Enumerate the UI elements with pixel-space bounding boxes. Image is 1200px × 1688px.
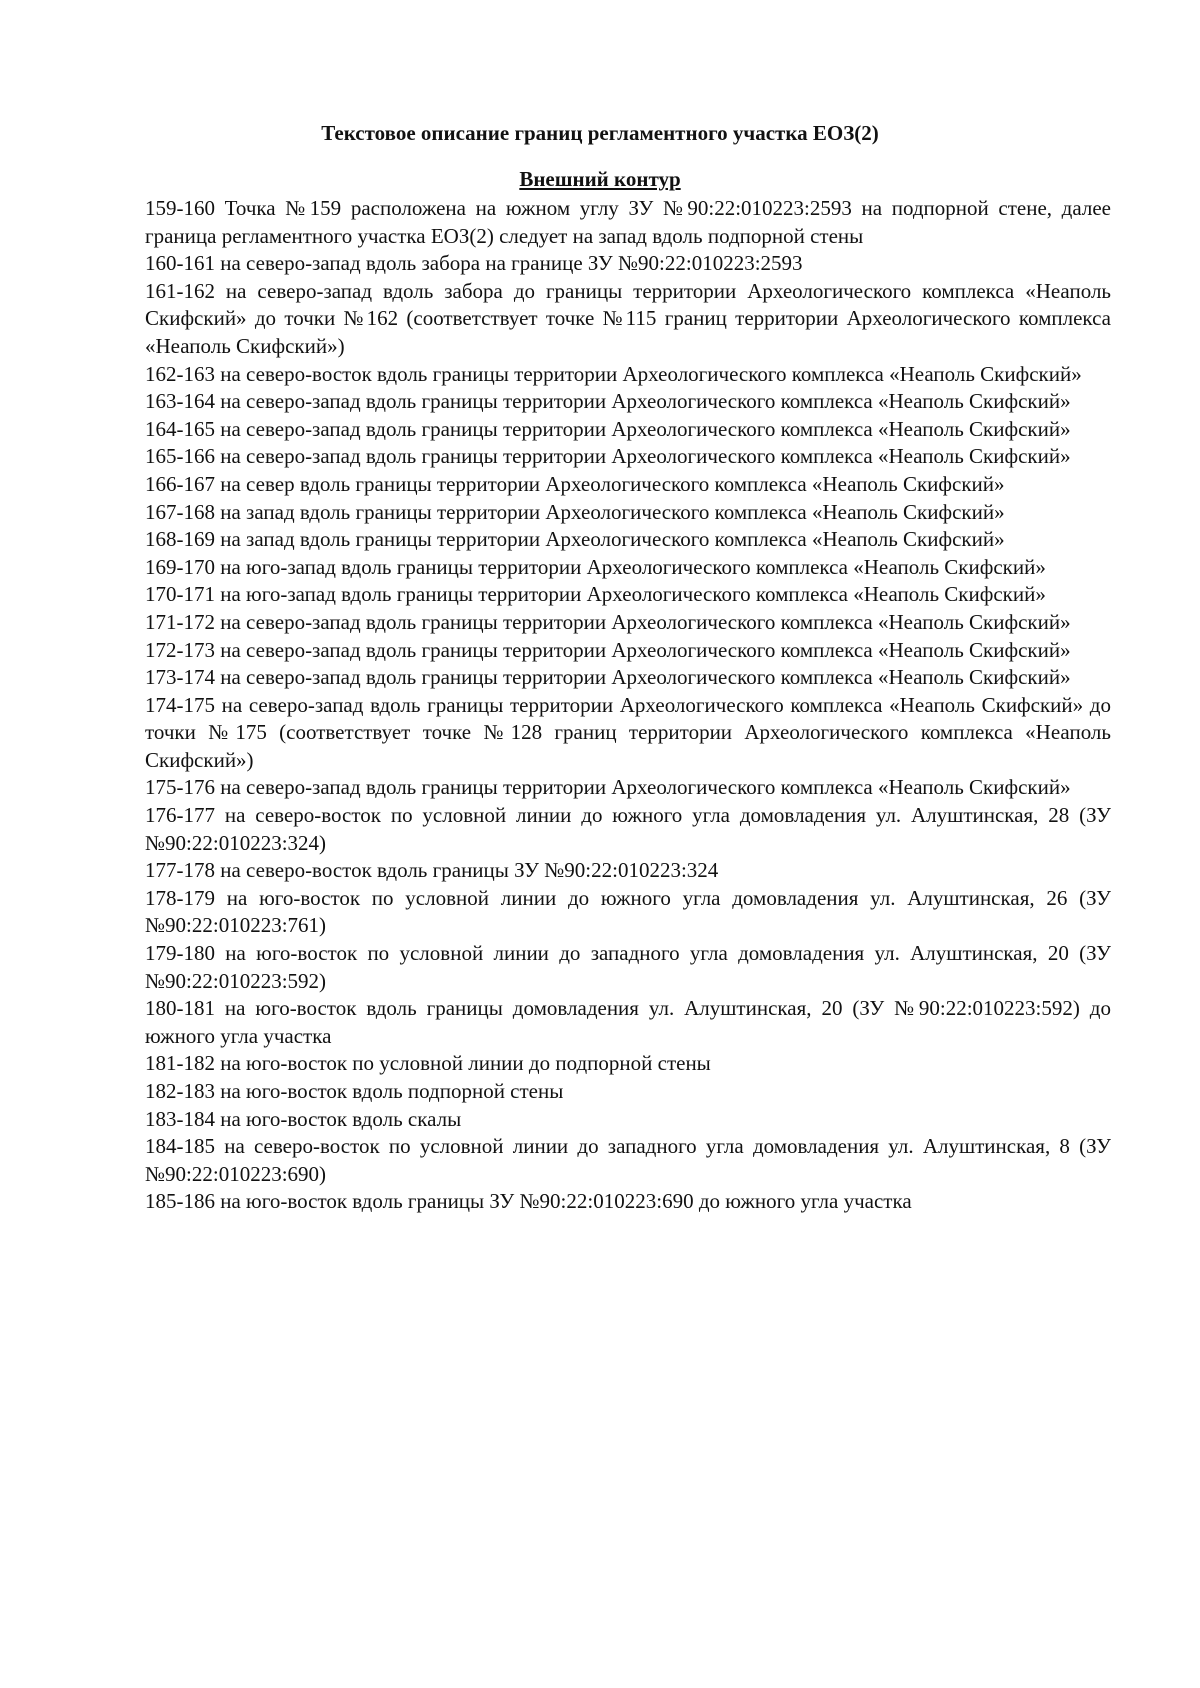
boundary-segment: 159-160 Точка №159 расположена на южном углу ЗУ №90:22:010223:2593 на подпорной стене, далее граница регламентного участка ЕОЗ(2) следует на запад вдоль подпорной стены bbox=[145, 196, 1111, 248]
boundary-segment: 178-179 на юго-восток по условной линии до южного угла домовладения ул. Алуштинская, 26 (ЗУ №90:22:010223:761) bbox=[145, 885, 1111, 938]
boundary-segment: 177-178 на северо-восток вдоль границы ЗУ №90:22:010223:324 bbox=[145, 858, 719, 883]
boundary-segment: 173-174 на северо-запад вдоль границы территории Археологического комплекса «Неаполь Скифский» bbox=[145, 665, 1071, 690]
boundary-segment: 169-170 на юго-запад вдоль границы территории Археологического комплекса «Неаполь Скифский» bbox=[145, 554, 1046, 579]
boundary-segment: 165-166 на северо-запад вдоль границы территории Археологического комплекса «Неаполь Скифский» bbox=[145, 444, 1071, 469]
boundary-segment: 168-169 на запад вдоль границы территории Археологического комплекса «Неаполь Скифский» bbox=[145, 527, 1005, 552]
boundary-segment: 163-164 на северо-запад вдоль границы территории Археологического комплекса «Неаполь Скифский» bbox=[145, 389, 1071, 414]
boundary-segment: 185-186 на юго-восток вдоль границы ЗУ №90:22:010223:690 до южного угла участка bbox=[145, 1189, 912, 1214]
boundary-description bbox=[145, 195, 1111, 1216]
boundary-segment: 170-171 на юго-запад вдоль границы территории Археологического комплекса «Неаполь Скифский» bbox=[145, 582, 1046, 607]
boundary-segment: 171-172 на северо-запад вдоль границы территории Археологического комплекса «Неаполь Скифский» bbox=[145, 609, 1071, 634]
boundary-segment: 174-175 на северо-запад вдоль границы территории Археологического комплекса «Неаполь Скифский» до точки №175 (соответствует точке №128 границ территории Археологического комплекса «Неаполь Скифский») bbox=[145, 692, 1111, 772]
boundary-segment: 160-161 на северо-запад вдоль забора на границе ЗУ №90:22:010223:2593 bbox=[145, 251, 803, 276]
boundary-segment: 183-184 на юго-восток вдоль скалы bbox=[145, 1106, 462, 1131]
boundary-segment: 166-167 на север вдоль границы территории Археологического комплекса «Неаполь Скифский» bbox=[145, 471, 1005, 496]
boundary-segment: 162-163 на северо-восток вдоль границы территории Археологического комплекса «Неаполь Скифский» bbox=[145, 361, 1082, 386]
boundary-segment: 184-185 на северо-восток по условной линии до западного угла домовладения ул. Алуштинская, 8 (ЗУ №90:22:010223:690) bbox=[145, 1134, 1111, 1186]
boundary-segment: 164-165 на северо-запад вдоль границы территории Археологического комплекса «Неаполь Скифский» bbox=[145, 416, 1071, 441]
boundary-segment: 161-162 на северо-запад вдоль забора до границы территории Археологического комплекса «Неаполь Скифский» до точки №162 (соответствует точке №115 границ территории Археологического комплекса «Неаполь Скифский») bbox=[145, 278, 1111, 358]
boundary-segment: 175-176 на северо-запад вдоль границы территории Археологического комплекса «Неаполь Скифский» bbox=[145, 775, 1071, 800]
boundary-segment: 182-183 на юго-восток вдоль подпорной стены bbox=[145, 1079, 564, 1103]
boundary-segment: 179-180 на юго-восток по условной линии до западного угла домовладения ул. Алуштинская, 20 (ЗУ №90:22:010223:592) bbox=[145, 941, 1111, 993]
section-heading: Внешний контур bbox=[519, 167, 681, 191]
boundary-segment: 172-173 на северо-запад вдоль границы территории Археологического комплекса «Неаполь Скифский» bbox=[145, 637, 1071, 662]
boundary-segment: 180-181 на юго-восток вдоль границы домовладения ул. Алуштинская, 20 (ЗУ №90:22:010223:592) до южного угла участка bbox=[145, 996, 1111, 1048]
boundary-segment: 181-182 на юго-восток по условной линии до подпорной стены bbox=[145, 1051, 711, 1076]
boundary-segment: 167-168 на запад вдоль границы территории Археологического комплекса «Неаполь Скифский» bbox=[145, 499, 1005, 524]
document-title: Текстовое описание границ регламентного участка ЕОЗ(2) bbox=[321, 121, 879, 145]
boundary-segment: 176-177 на северо-восток по условной линии до южного угла домовладения ул. Алуштинская, 28 (ЗУ №90:22:010223:324) bbox=[145, 803, 1111, 855]
